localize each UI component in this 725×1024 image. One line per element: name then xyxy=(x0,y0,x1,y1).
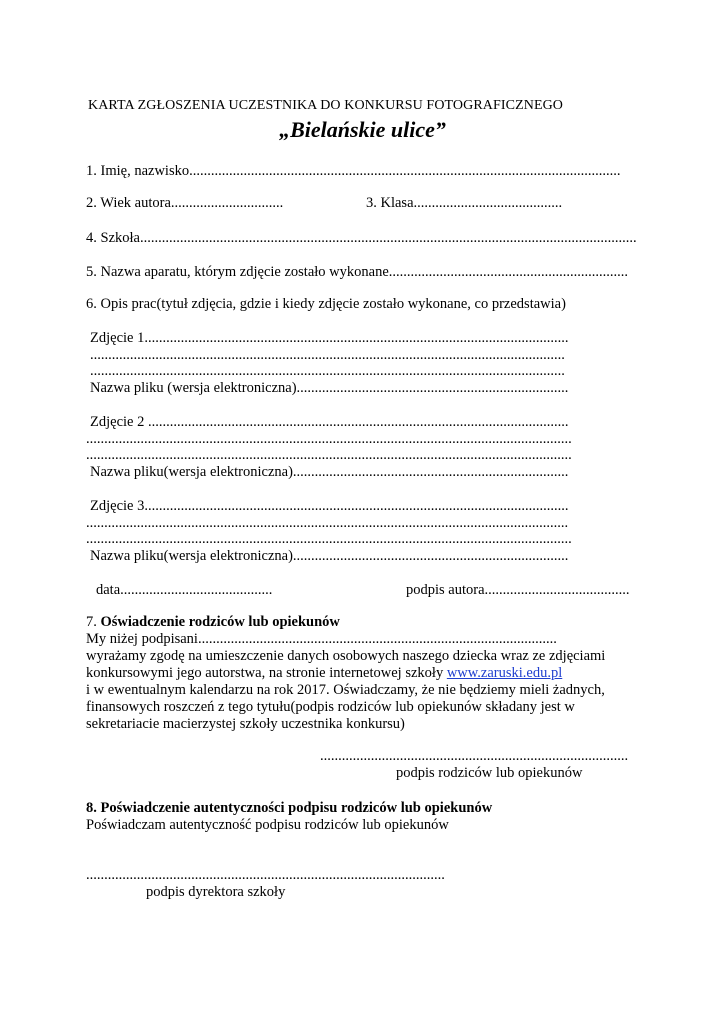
section-8-title: . Poświadczenie autentyczności podpisu rodziców lub opiekunów xyxy=(93,800,493,816)
section-7-text-segment: konkursowymi jego autorstwa, na stronie internetowej szkoły xyxy=(86,665,447,681)
director-signature-label: podpis dyrektora szkoły xyxy=(146,884,286,900)
field-camera-name: 5. Nazwa aparatu, którym zdjęcie zostało wykonane.................................................................. xyxy=(86,264,629,280)
author-signature: podpis autora........................................ xyxy=(406,582,630,598)
photo-2-label: Zdjęcie 2 .................................................................................................................... xyxy=(90,414,569,430)
field-school: 4. Szkoła......................................................................................................................................... xyxy=(86,230,637,246)
contest-name: „Bielańskie ulice” xyxy=(279,117,446,142)
parents-signature-line: ..................................................................................... xyxy=(320,748,629,764)
photo-1-line: ................................................................................................................................... xyxy=(90,347,565,363)
section-7-text: finansowych roszczeń z tego tytułu(podpis rodziców lub opiekunów składany jest w xyxy=(86,699,575,715)
section-8-text: Poświadczam autentyczność podpisu rodziców lub opiekunów xyxy=(86,817,449,833)
section-7-text: My niżej podpisani................................................................................................... xyxy=(86,631,557,647)
date-signature: data.......................................... xyxy=(96,582,273,598)
section-7-text: wyrażamy zgodę na umieszczenie danych osobowych naszego dziecka wraz ze zdjęciami xyxy=(86,648,606,664)
field-class: 3. Klasa......................................... xyxy=(366,195,563,211)
photo-2-line: ...................................................................................................................................... xyxy=(86,447,572,463)
photo-1-line: ................................................................................................................................... xyxy=(90,363,565,379)
photo-1-label: Zdjęcie 1..................................................................................................................... xyxy=(90,330,569,346)
section-7-number: 7. xyxy=(86,614,101,630)
section-7-heading xyxy=(86,614,340,631)
photo-3-filename: Nazwa pliku(wersja elektroniczna)............................................................................ xyxy=(90,548,569,564)
section-7-text: i w ewentualnym kalendarzu na rok 2017. Oświadczamy, że nie będziemy mieli żadnych, xyxy=(86,682,605,698)
section-7-text: sekretariacie macierzystej szkoły uczestnika konkursu) xyxy=(86,716,405,732)
section-8-heading xyxy=(86,800,492,817)
school-website-link[interactable]: www.zaruski.edu.pl xyxy=(446,665,563,681)
director-signature-line: ................................................................................................... xyxy=(86,867,445,883)
photo-3-label: Zdjęcie 3..................................................................................................................... xyxy=(90,498,569,514)
photo-2-line: ...................................................................................................................................... xyxy=(86,431,572,447)
field-photo-description: 6. Opis prac(tytuł zdjęcia, gdzie i kiedy zdjęcie zostało wykonane, co przedstawia) xyxy=(86,296,566,312)
photo-2-filename: Nazwa pliku(wersja elektroniczna)............................................................................ xyxy=(90,464,569,480)
photo-1-filename: Nazwa pliku (wersja elektroniczna)........................................................................... xyxy=(90,380,569,396)
field-name-surname: 1. Imię, nazwisko....................................................................................................................... xyxy=(86,163,621,179)
photo-3-line: ...................................................................................................................................... xyxy=(86,531,572,547)
section-7-text xyxy=(86,665,562,682)
parents-signature-label: podpis rodziców lub opiekunów xyxy=(396,765,583,781)
photo-3-line: ..................................................................................................................................... xyxy=(86,515,569,531)
field-author-age: 2. Wiek autora............................... xyxy=(86,195,284,211)
section-8-number: 8 xyxy=(86,800,94,816)
section-7-title: Oświadczenie rodziców lub opiekunów xyxy=(100,614,340,630)
form-title: KARTA ZGŁOSZENIA UCZESTNIKA DO KONKURSU FOTOGRAFICZNEGO xyxy=(88,98,564,113)
